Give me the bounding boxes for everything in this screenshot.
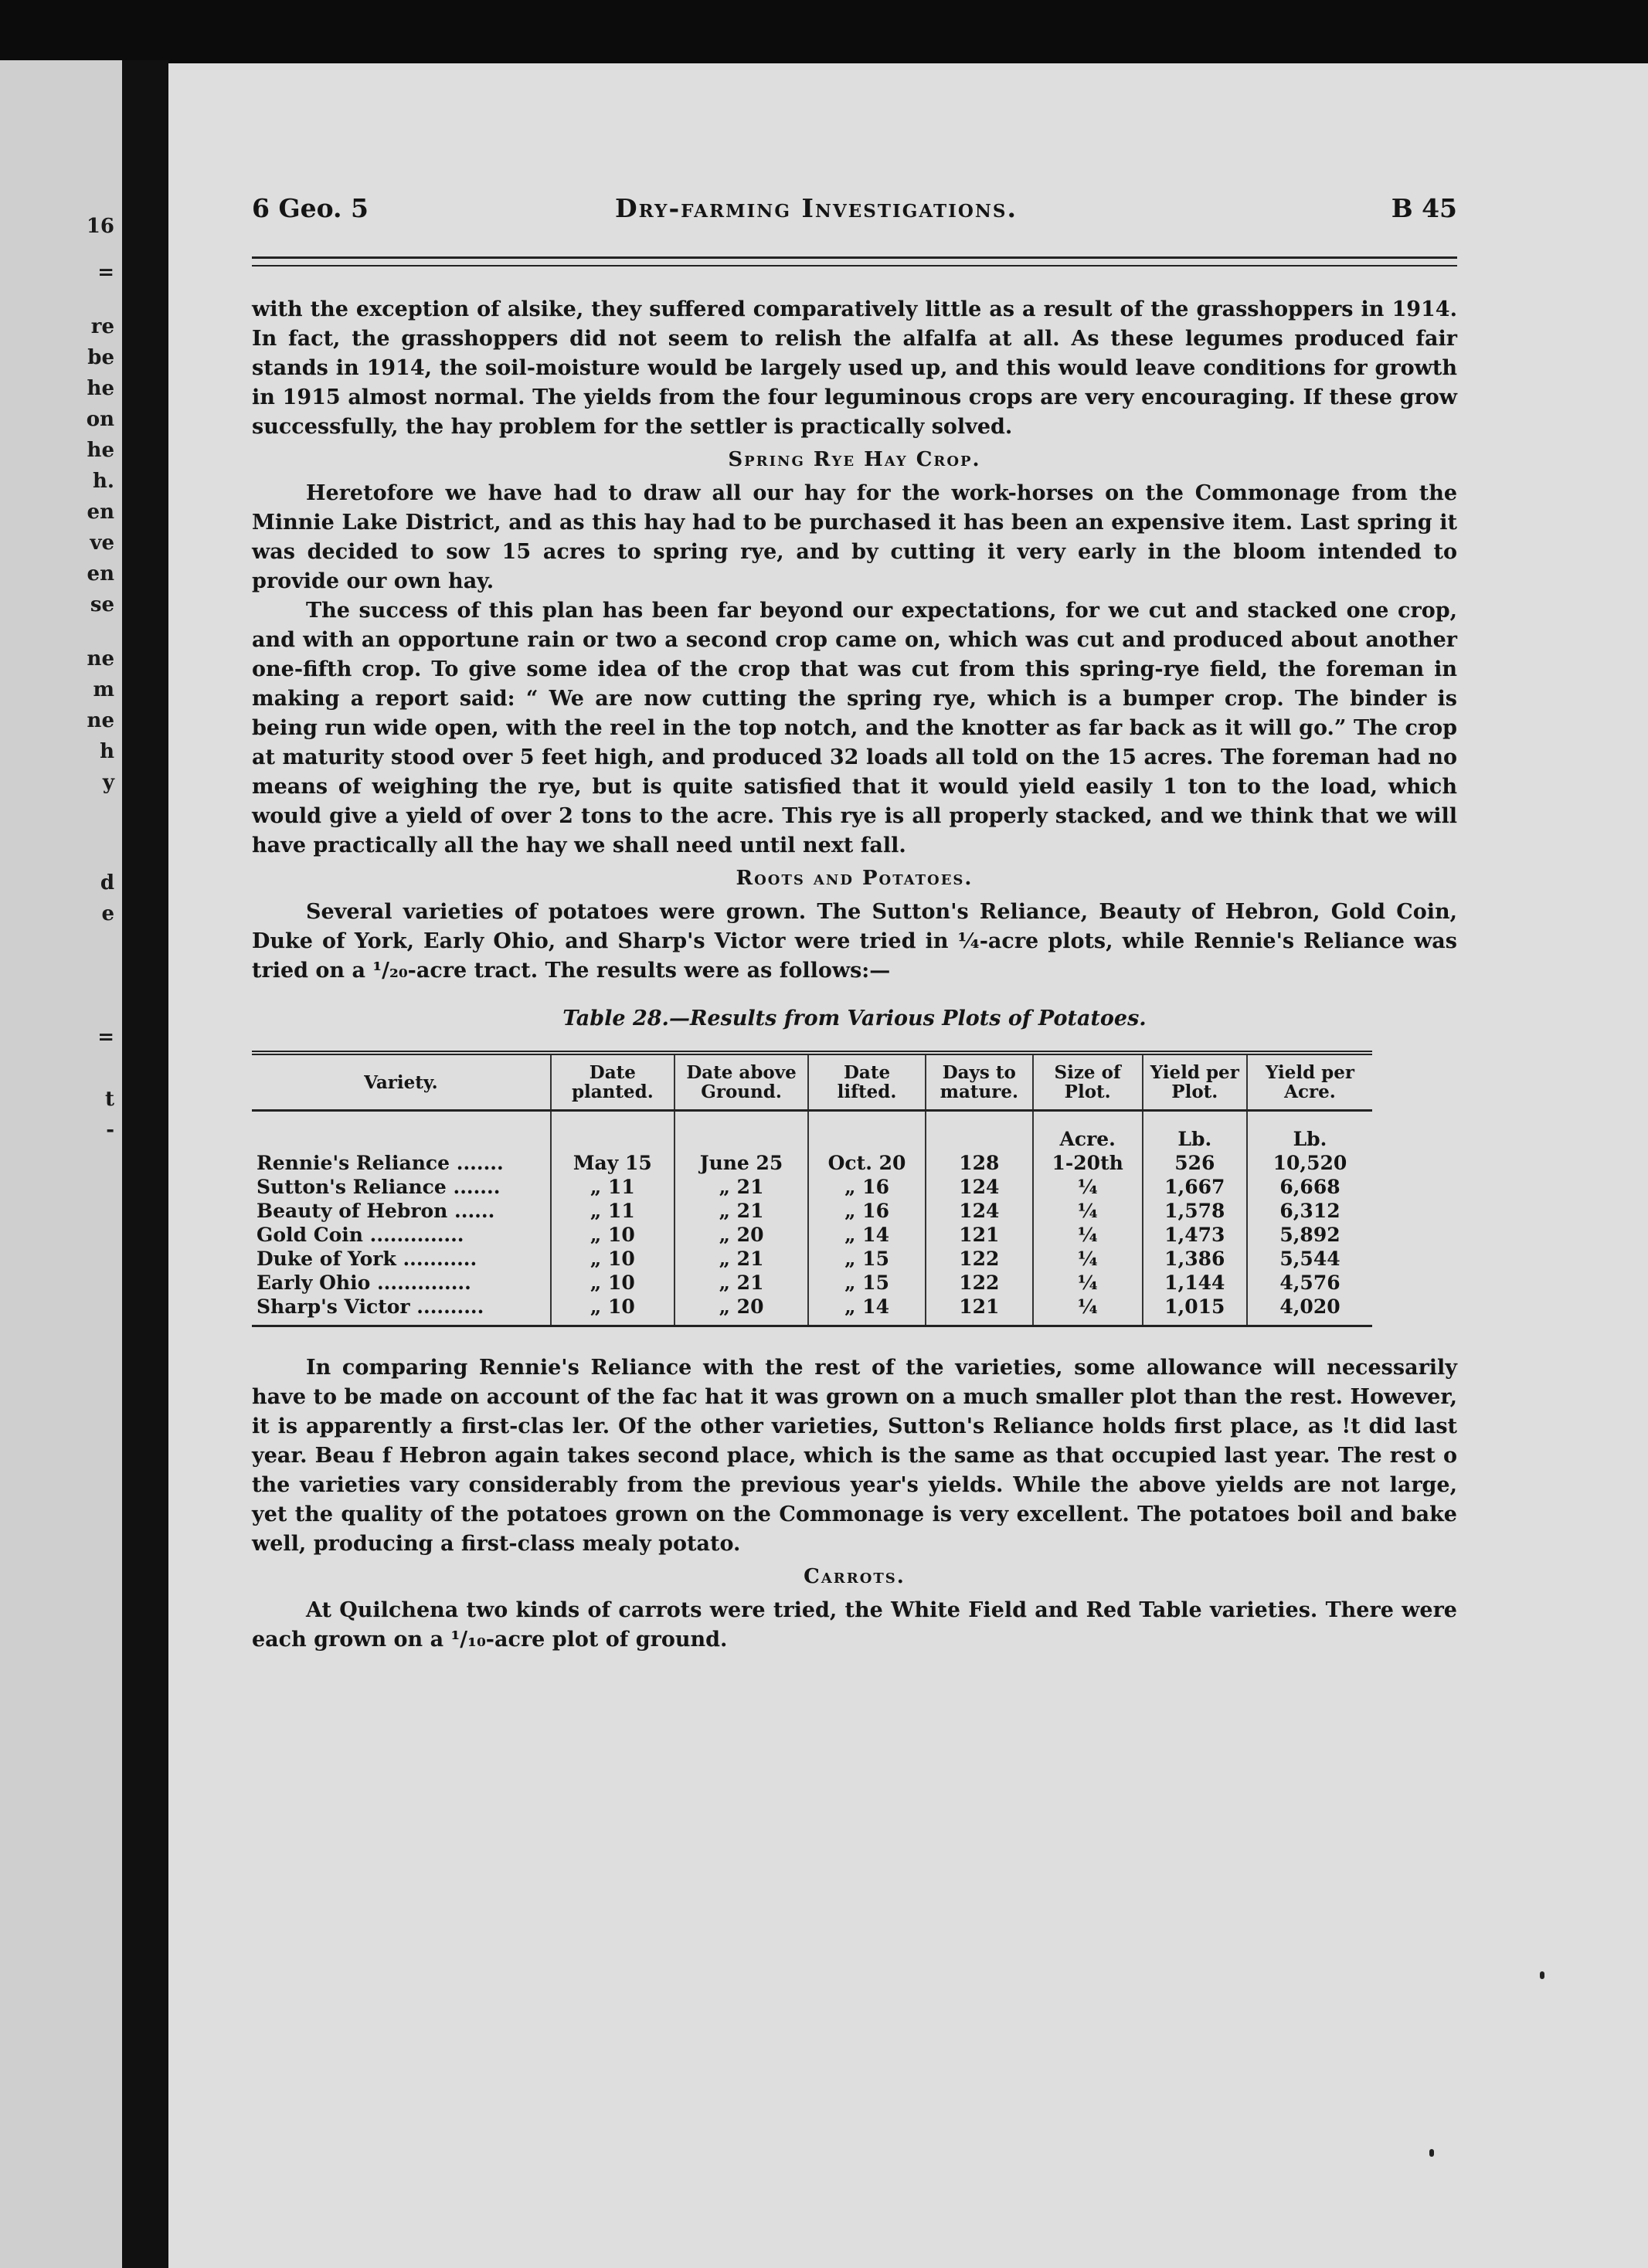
table-cell	[551, 1111, 674, 1152]
header-page-number: B 45	[1391, 193, 1457, 223]
scan-speck	[1540, 1971, 1544, 1979]
header-rule	[252, 256, 1457, 267]
body-text	[252, 295, 1457, 1655]
table-cell: „ 15	[808, 1271, 926, 1295]
table-cell: 128	[926, 1151, 1033, 1175]
table-cell: „ 14	[808, 1223, 926, 1247]
table-cell: 1,386	[1143, 1247, 1247, 1271]
header-session: 6 Geo. 5	[252, 193, 369, 223]
table-cell: ¼	[1033, 1175, 1143, 1199]
column-header: Variety.	[364, 1071, 438, 1093]
section-heading-spring-rye: Spring Rye Hay Crop.	[728, 448, 981, 471]
section-heading-roots-potatoes: Roots and Potatoes.	[736, 867, 974, 890]
left-page-fragment: ne	[87, 709, 114, 732]
table-cell: 10,520	[1247, 1151, 1372, 1175]
left-page-fragment: he	[87, 377, 114, 400]
column-header: Date planted.	[551, 1053, 674, 1111]
table-cell: „ 10	[551, 1271, 674, 1295]
document-page	[168, 63, 1648, 2268]
table-caption: Table 28.—Results from Various Plots of Potatoes.	[562, 1007, 1147, 1030]
left-page-fragment: re	[90, 315, 114, 338]
column-header: Date lifted.	[808, 1053, 926, 1111]
left-page-fragment: en	[87, 501, 114, 524]
left-page-fragment: d	[100, 871, 114, 895]
paragraph: with the exception of alsike, they suffered comparatively little as a result of the grasshoppers in 1914. In fact, the grasshoppers did not seem to relish the alfalfa at all. As these legumes produced fair stands in 1914, the soil-moisture would be largely used up, and this would leave conditions for growth in 1915 almost normal. The yields from the four leguminous crops are very encouraging. If these grow successfully, the hay problem for the settler is practically solved.	[252, 297, 1457, 439]
left-page-fragment: =	[97, 1026, 114, 1049]
left-page-fragment: on	[86, 408, 114, 431]
section-heading-carrots: Carrots.	[804, 1565, 906, 1588]
left-page-fragment: e	[101, 902, 114, 925]
table-cell: Rennie's Reliance .......	[257, 1152, 504, 1174]
left-page-fragment: -	[106, 1119, 114, 1142]
table-cell: ¼	[1033, 1199, 1143, 1223]
table-cell: 5,892	[1247, 1223, 1372, 1247]
table-row	[252, 1271, 1372, 1295]
table-cell: 5,544	[1247, 1247, 1372, 1271]
table-row	[252, 1223, 1372, 1247]
potato-results-table	[252, 1051, 1372, 1327]
left-page-fragment: ve	[90, 531, 114, 555]
table-cell: „ 21	[674, 1271, 808, 1295]
table-cell	[252, 1111, 551, 1152]
table-cell: Duke of York ...........	[257, 1248, 477, 1270]
left-page-fragment: t	[104, 1088, 114, 1111]
table-cell: „ 20	[674, 1223, 808, 1247]
table-cell: Acre.	[1033, 1111, 1143, 1152]
left-page-fragment: ne	[87, 647, 114, 671]
table-cell: „ 20	[674, 1295, 808, 1326]
table-cell: 122	[926, 1271, 1033, 1295]
table-cell: 121	[926, 1295, 1033, 1326]
book-gutter	[122, 60, 168, 2268]
table-cell: „ 21	[674, 1247, 808, 1271]
table-cell: Early Ohio ..............	[257, 1272, 471, 1294]
table-cell: June 25	[674, 1151, 808, 1175]
table-cell: 1,667	[1143, 1175, 1247, 1199]
table-cell: Beauty of Hebron ......	[257, 1200, 495, 1222]
left-page-edge	[0, 60, 122, 2268]
left-page-fragment: be	[87, 346, 114, 369]
header-title: Dry-farming Investigations.	[615, 193, 1018, 223]
paragraph: At Quilchena two kinds of carrots were tried, the White Field and Red Table varieties. There were each grown on a ¹/₁₀-acre plot of ground.	[252, 1598, 1457, 1652]
column-header: Size of Plot.	[1033, 1053, 1143, 1111]
table-cell: 526	[1143, 1151, 1247, 1175]
left-page-fragment: =	[97, 261, 114, 284]
table-cell: „ 21	[674, 1199, 808, 1223]
table-cell: ¼	[1033, 1223, 1143, 1247]
left-page-fragment: he	[87, 439, 114, 462]
table-cell: May 15	[551, 1151, 674, 1175]
table-cell: 124	[926, 1199, 1033, 1223]
left-page-fragment: h	[100, 740, 114, 763]
left-page-fragment: se	[90, 593, 114, 616]
table-cell: ¼	[1033, 1271, 1143, 1295]
table-cell: 6,312	[1247, 1199, 1372, 1223]
units-row	[252, 1111, 1372, 1152]
table-cell: Oct. 20	[808, 1151, 926, 1175]
paragraph: The success of this plan has been far beyond our expectations, for we cut and stacked one crop, and with an opportune rain or two a second crop came on, which was cut and produced about another one-fifth crop. To give some idea of the crop that was cut from this spring-rye field, the foreman in making a report said: “ We are now cutting the spring rye, which is a bumper crop. The binder is being run wide open, with the reel in the top notch, and the knotter as far back as it will go.” The crop at maturity stood over 5 feet high, and produced 32 loads all told on the 15 acres. The foreman had no means of weighing the rye, but is quite satisfied that it would yield easily 1 ton to the load, which would give a yield of over 2 tons to the acre. This rye is all properly stacked, and we think that we will have practically all the hay we shall need until next fall.	[252, 599, 1457, 857]
table-cell: „ 16	[808, 1175, 926, 1199]
table-header-row	[252, 1053, 1372, 1111]
table-cell: 6,668	[1247, 1175, 1372, 1199]
table-cell: „ 16	[808, 1199, 926, 1223]
table-row	[252, 1247, 1372, 1271]
table-cell	[808, 1111, 926, 1152]
running-header	[252, 193, 1457, 239]
table-cell	[674, 1111, 808, 1152]
table-cell: „ 10	[551, 1247, 674, 1271]
left-page-fragment: en	[87, 562, 114, 586]
left-page-fragment: y	[102, 771, 114, 794]
table-cell: 1,144	[1143, 1271, 1247, 1295]
table-cell: Sutton's Reliance .......	[257, 1176, 501, 1198]
column-header: Days to mature.	[926, 1053, 1033, 1111]
table-row	[252, 1295, 1372, 1326]
table-cell: „ 14	[808, 1295, 926, 1326]
table-cell: 4,020	[1247, 1295, 1372, 1326]
table-cell: 121	[926, 1223, 1033, 1247]
table-cell: 122	[926, 1247, 1033, 1271]
table-cell: 1,578	[1143, 1199, 1247, 1223]
paragraph: Several varieties of potatoes were grown. The Sutton's Reliance, Beauty of Hebron, Gold Coin, Duke of York, Early Ohio, and Sharp's Victor were tried in ¼-acre plots, while Rennie's Reliance was tried on a ¹/₂₀-acre tract. The results were as follows:—	[252, 900, 1457, 983]
table-cell: „ 10	[551, 1223, 674, 1247]
left-page-fragment: m	[93, 678, 114, 701]
table-cell: Lb.	[1143, 1111, 1247, 1152]
table-cell: Lb.	[1247, 1111, 1372, 1152]
table-cell: 1,473	[1143, 1223, 1247, 1247]
scan-speck	[1429, 2149, 1434, 2157]
table-cell: 4,576	[1247, 1271, 1372, 1295]
left-page-fragment: h.	[93, 470, 114, 493]
table-cell: ¼	[1033, 1247, 1143, 1271]
table-row	[252, 1175, 1372, 1199]
paragraph: In comparing Rennie's Reliance with the rest of the varieties, some allowance will necessarily have to be made on account of the fac hat it was grown on a much smaller plot than the rest. However, it is apparently a first-clas ler. Of the other varieties, Sutton's Reliance holds first place, as !t did last year. Beau f Hebron again takes second place, which is the same as that occupied last year. The rest o the varieties vary considerably from the previous year's yields. While the above yields are not large, yet the quality of the potatoes grown on the Commonage is very excellent. The potatoes boil and bake well, producing a first-class mealy potato.	[252, 1356, 1457, 1556]
table-cell: Sharp's Victor ..........	[257, 1295, 484, 1318]
column-header: Yield per Plot.	[1143, 1053, 1247, 1111]
table-cell: „ 15	[808, 1247, 926, 1271]
table-cell: ¼	[1033, 1295, 1143, 1326]
table-cell: 1,015	[1143, 1295, 1247, 1326]
table-cell: „ 11	[551, 1175, 674, 1199]
table-cell: Gold Coin ..............	[257, 1224, 464, 1246]
table-cell: „ 10	[551, 1295, 674, 1326]
column-header: Date above Ground.	[674, 1053, 808, 1111]
table-row	[252, 1151, 1372, 1175]
paragraph: Heretofore we have had to draw all our hay for the work-horses on the Commonage from the Minnie Lake District, and as this hay had to be purchased it has been an expensive item. Last spring it was decided to sow 15 acres to spring rye, and by cutting it very early in the bloom intended to provide our own hay.	[252, 481, 1457, 593]
column-header: Yield per Acre.	[1247, 1053, 1372, 1111]
table-cell: 1-20th	[1033, 1151, 1143, 1175]
table-cell: „ 21	[674, 1175, 808, 1199]
table-cell: 124	[926, 1175, 1033, 1199]
table-row	[252, 1199, 1372, 1223]
table-cell	[926, 1111, 1033, 1152]
left-page-fragment: 16	[86, 215, 114, 238]
table-cell: „ 11	[551, 1199, 674, 1223]
